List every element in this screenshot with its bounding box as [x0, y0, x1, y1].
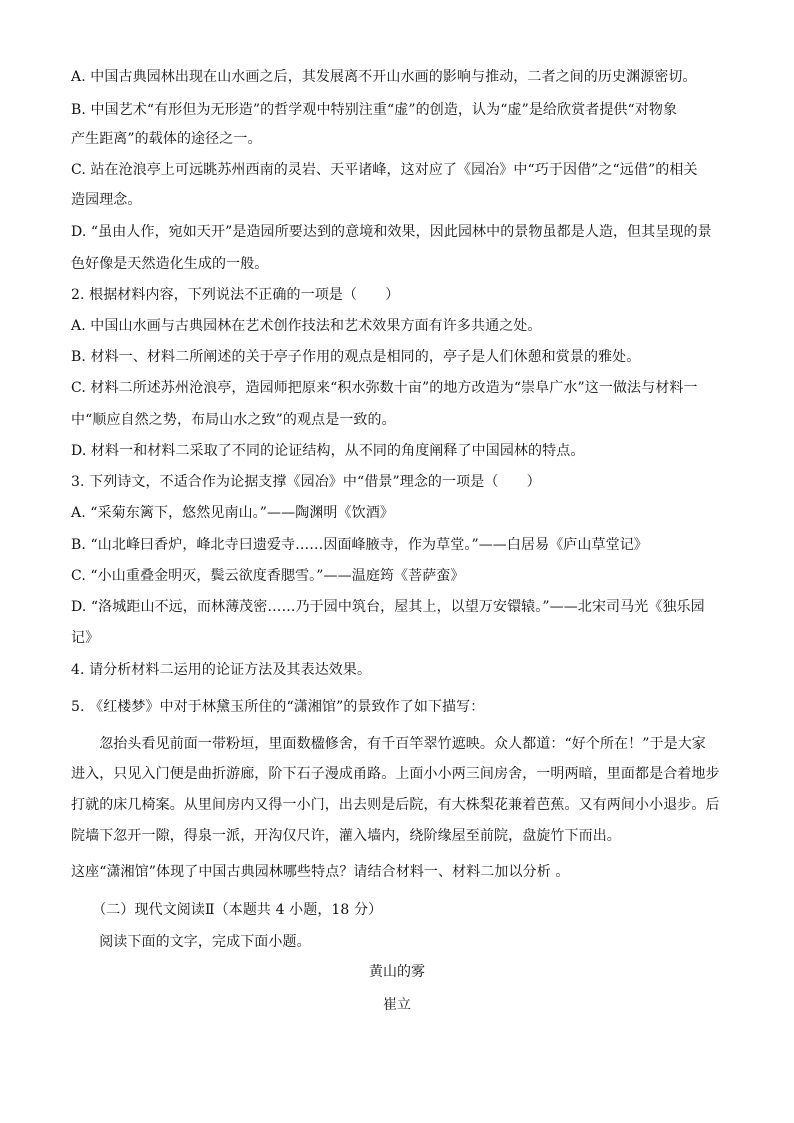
question-2: 2. 根据材料内容，下列说法不正确的一项是（ ）	[71, 287, 400, 303]
q2-option-c-line-2: 中“顺应自然之势，布局山水之致”的观点是一致的。	[71, 412, 396, 428]
option-b-line-1: B. 中国艺术“有形但为无形造”的哲学观中特别注重“虚”的创造，认为“虚”是给欣赏者提供“对物象	[71, 102, 678, 118]
option-c-line-2: 造园理念。	[71, 192, 142, 208]
q3-option-a: A. “采菊东篱下，悠然见南山。”——陶渊明《饮酒》	[71, 505, 394, 521]
option-d-line-1: D. “虽由人作，宛如天开”是造园所要达到的意境和效果，因此园林中的景物虽都是人造，但其呈现的景	[71, 224, 712, 240]
q3-option-b: B. “山北峰曰香炉，峰北寺曰遗爱寺……因面峰腋寺，作为草堂。”——白居易《庐山草堂记》	[71, 537, 648, 553]
question-5: 5. 《红楼梦》中对于林黛玉所住的“潇湘馆”的景致作了如下描写：	[71, 699, 485, 715]
q2-option-c-line-1: C. 材料二所述苏州沧浪亭，造园师把原来“积水弥数十亩”的地方改造为“崇阜广水”这一做法与材料一	[71, 380, 698, 396]
excerpt-line-2: 进入，只见入门便是曲折游廊，阶下石子漫成甬路。上面小小两三间房舍，一明两暗，里面都是合着地步	[71, 766, 720, 782]
q3-option-c: C. “小山重叠金明灭，鬓云欲度香腮雪。”——温庭筠《菩萨蛮》	[71, 568, 465, 584]
q2-option-b: B. 材料一、材料二所阐述的关于亭子作用的观点是相同的，亭子是人们休憩和赏景的雅处。	[71, 349, 641, 365]
excerpt-line-1: 忽抬头看见前面一带粉垣，里面数楹修舍，有千百竿翠竹遮映。众人都道：“好个所在！”于是大家	[71, 736, 706, 752]
option-d-line-2: 色好像是天然造化生成的一般。	[71, 256, 269, 272]
q2-option-a: A. 中国山水画与古典园林在艺术创作技法和艺术效果方面有许多共通之处。	[71, 318, 542, 334]
question-4: 4. 请分析材料二运用的论证方法及其表达效果。	[71, 662, 372, 678]
option-b-line-2: 产生距离”的载体的途径之一。	[71, 131, 262, 147]
excerpt-line-4: 院墙下忽开一隙，得泉一派，开沟仅尺许，灌入墙内，绕阶缘屋至前院，盘旋竹下而出。	[71, 828, 621, 844]
excerpt-line-3: 打就的床几椅案。从里间房内又得一小门，出去则是后院，有大株梨花兼着芭蕉。又有两间小小退步。后	[71, 797, 720, 813]
question-3: 3. 下列诗文，不适合作为论据支撑《园冶》中“借景”理念的一项是（ ）	[71, 474, 541, 490]
q3-option-d-line-2: 记》	[71, 630, 100, 646]
q3-option-d-line-1: D. “洛城距山不远，而林薄茂密……乃于园中筑台，屋其上，以望万安镮辕。”——北宋司马光《独乐园	[71, 599, 705, 615]
question-5-prompt: 这座“潇湘馆”体现了中国古典园林哪些特点？请结合材料一、材料二加以分析 。	[71, 864, 570, 880]
article-title: 黄山的雾	[369, 964, 425, 980]
section-heading: （二）现代文阅读Ⅱ（本题共 4 小题，18 分）	[71, 902, 383, 918]
q2-option-d: D. 材料一和材料二采取了不同的论证结构，从不同的角度阐释了中国园林的特点。	[71, 443, 585, 459]
option-c-line-1: C. 站在沧浪亭上可远眺苏州西南的灵岩、天平诸峰，这对应了《园冶》中“巧于因借”之“远借”的相关	[71, 162, 698, 178]
reading-instruction: 阅读下面的文字，完成下面小题。	[71, 934, 311, 950]
article-author: 崔立	[383, 997, 411, 1013]
option-a-line: A. 中国古典园林出现在山水画之后，其发展离不开山水画的影响与推动，二者之间的历史渊源密切。	[71, 69, 697, 85]
